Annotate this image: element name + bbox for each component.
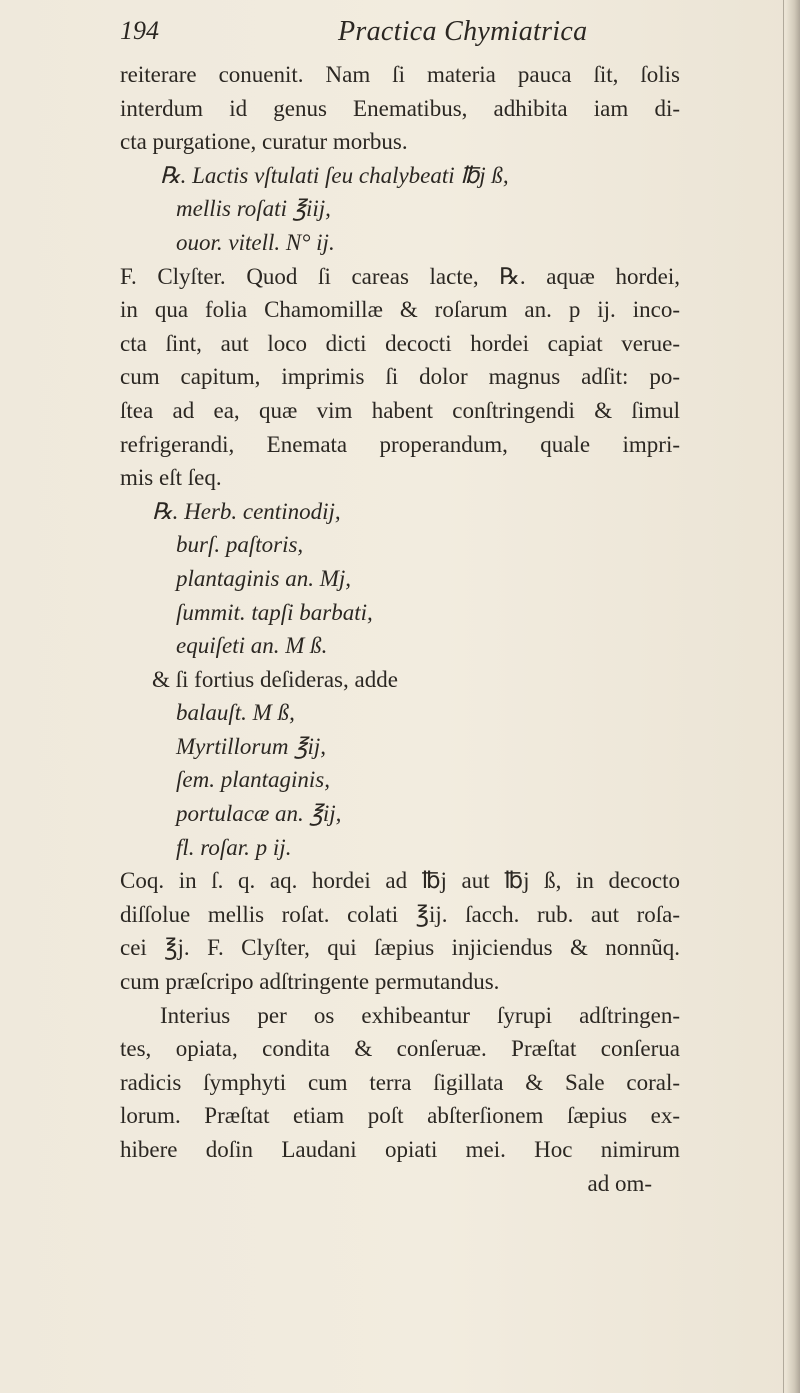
recipe2-line-9: ſem. plantaginis, — [176, 767, 330, 793]
text-line-1: reiterare conuenit. Nam ſi materia pauca ſit, ſolis — [120, 62, 680, 87]
text-line-19: hibere doſin Laudani opiati mei. Hoc nimirum — [120, 1137, 680, 1162]
recipe-line-2: mellis roſati ℥iij, — [176, 196, 331, 222]
text-line-18: lorum. Præſtat etiam poſt abſterſionem ſæpius ex- — [120, 1103, 680, 1129]
recipe2-line-5: equiſeti an. M ß. — [176, 633, 328, 659]
text-line-10: mis eſt ſeq. — [120, 465, 222, 491]
recipe-line-1: ℞. Lactis vſtulati ſeu chalybeati ℔j ß, — [160, 162, 509, 188]
text-line-14: cum præſcripo adſtringente permutandus. — [120, 969, 500, 995]
recipe2-line-6: & ſi fortius deſideras, adde — [152, 666, 398, 692]
page-number: 194 — [120, 16, 159, 45]
text-line-9: refrigerandi, Enemata properandum, quale impri- — [120, 431, 680, 457]
text-line-15: Interius per os exhibeantur ſyrupi adſtringen- — [160, 1002, 680, 1028]
text-line-13: cei ℥j. F. Clyſter, qui ſæpius injiciendus & nonnũq. — [120, 935, 680, 961]
text-line-2: interdum id genus Enematibus, adhibita iam di- — [120, 95, 680, 121]
text-line-12: diſſolue mellis roſat. colati ℥ij. ſacch. rub. aut roſa- — [120, 901, 680, 927]
recipe2-line-4: ſummit. tapſi barbati, — [176, 599, 373, 625]
page-edge-shadow — [786, 0, 800, 1393]
text-line-3: cta purgatione, curatur morbus. — [120, 129, 408, 155]
text-line-4: F. Clyſter. Quod ſi careas lacte, ℞. aquæ hordei, — [120, 263, 680, 289]
text-line-6: cta ſint, aut loco dicti decocti hordei capiat verue- — [120, 330, 680, 356]
text-line-16: tes, opiata, condita & conſeruæ. Præſtat conſerua — [120, 1036, 680, 1062]
body-text — [120, 58, 680, 1200]
recipe2-line-11: fl. roſar. p ij. — [176, 834, 292, 860]
text-line-7: cum capitum, imprimis ſi dolor magnus adſit: po- — [120, 364, 680, 390]
text-line-11: Coq. in ſ. q. aq. hordei ad ℔j aut ℔j ß, in decocto — [120, 868, 680, 894]
recipe2-line-7: balauſt. M ß, — [176, 700, 295, 726]
text-line-5: in qua folia Chamomillæ & roſarum an. p ij. inco- — [120, 297, 680, 323]
recipe-line-3: ouor. vitell. N° ij. — [176, 229, 335, 255]
text-line-17: radicis ſymphyti cum terra ſigillata & Sale coral- — [120, 1069, 680, 1095]
recipe2-line-10: portulacæ an. ℥ij, — [176, 801, 342, 827]
running-title: Practica Chymiatrica — [338, 16, 588, 47]
catchword: ad om- — [587, 1170, 652, 1196]
page-header — [120, 16, 680, 56]
text-line-8: ſtea ad ea, quæ vim habent conſtringendi & ſimul — [120, 397, 680, 423]
recipe2-line-8: Myrtillorum ℥ij, — [176, 733, 327, 759]
page-edge-line — [783, 0, 784, 1393]
recipe2-line-2: burſ. paſtoris, — [176, 532, 304, 558]
recipe2-line-1: ℞. Herb. centinodij, — [152, 498, 341, 524]
recipe2-line-3: plantaginis an. Mj, — [176, 565, 352, 591]
